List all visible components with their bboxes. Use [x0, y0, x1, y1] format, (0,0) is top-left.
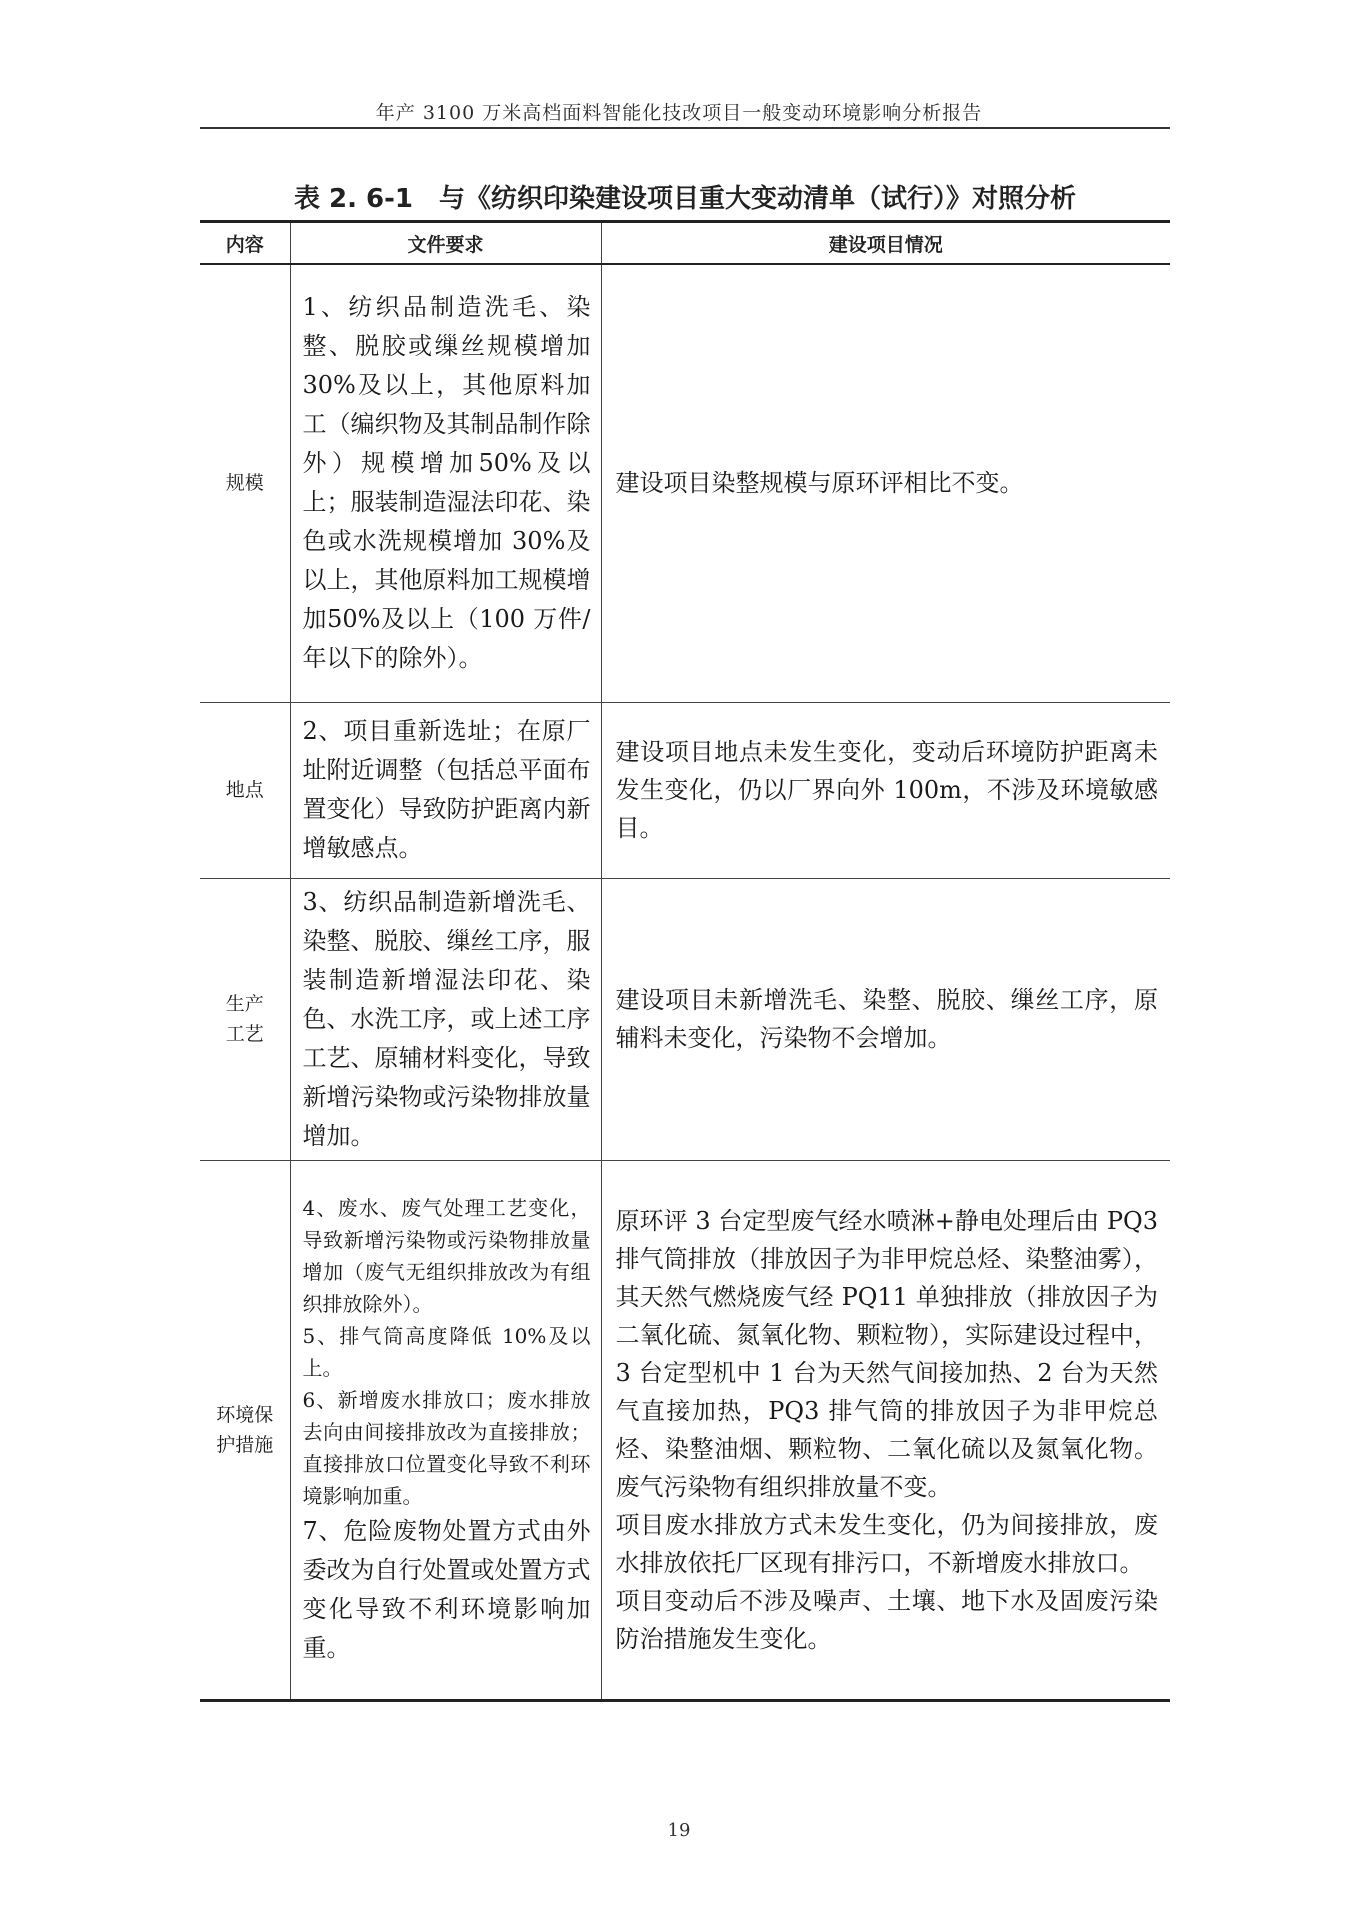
table-row-process [200, 878, 1170, 1160]
header-divider [200, 127, 1170, 129]
row-label-location: 地点 [200, 702, 290, 878]
requirement-text: 1、纺织品制造洗毛、染整、脱胶或缫丝规模增加30%及以上，其他原料加工（编织物及其制品制作除外）规模增加50%及以上；服装制造湿法印花、染色或水洗规模增加 30%及以上，其他原料加工规模增加50%及以上（100 万件/年以下的除外）。 [302, 293, 591, 673]
requirement-text: 2、项目重新选址；在原厂址附近调整（包括总平面布置变化）导致防护距离内新增敏感点。 [302, 717, 591, 862]
requirement-cell-location [290, 702, 601, 878]
status-cell-process [601, 878, 1170, 1160]
column-header-requirement: 文件要求 [290, 222, 601, 265]
status-text: 建设项目未新增洗毛、染整、脱胶、缫丝工序，原辅料未变化，污染物不会增加。 [615, 986, 1158, 1052]
row-label-line: 生产 [225, 993, 264, 1015]
comparison-table [200, 220, 1170, 1702]
requirement-item-6: 6、新增废水排放口；废水排放去向由间接排放改为直接排放；直接排放口位置变化导致不利环境影响加重。 [302, 1387, 591, 1508]
status-paragraph-wastewater: 项目废水排放方式未发生变化，仍为间接排放，废水排放依托厂区现有排污口，不新增废水排放口。 [615, 1510, 1158, 1577]
requirement-cell-environmental-measures [290, 1160, 601, 1700]
row-label-line: 护措施 [216, 1433, 274, 1456]
requirement-cell-scale [290, 264, 601, 702]
status-text: 建设项目染整规模与原环评相比不变。 [615, 469, 1024, 498]
status-paragraph-exhaust: 原环评 3 台定型废气经水喷淋+静电处理后由 PQ3 排气筒排放（排放因子为非甲烷总烃、染整油雾），其天然气燃烧废气经 PQ11 单独排放（排放因子为二氧化硫、氮氧化物、颗粒物），实际建设过程中，3 台定型机中 1 台为天然气间接加热、2 台为天然气直接加热，PQ3 排气筒的排放因子为非甲烷总烃、染整油烟、颗粒物、二氧化硫以及氮氧化物。废气污染物有组织排放量不变。 [615, 1206, 1158, 1501]
status-cell-environmental-measures [601, 1160, 1170, 1700]
requirement-item-7: 7、危险废物处置方式由外委改为自行处置或处置方式变化导致不利环境影响加重。 [302, 1516, 591, 1662]
column-header-status: 建设项目情况 [601, 222, 1170, 265]
row-label-line: 工艺 [225, 1023, 264, 1045]
requirement-text: 3、纺织品制造新增洗毛、染整、脱胶、缫丝工序，服装制造新增湿法印花、染色、水洗工序，或上述工序工艺、原辅材料变化，导致新增污染物或污染物排放量增加。 [302, 887, 591, 1150]
table-row-location [200, 702, 1170, 878]
table-row-environmental-measures [200, 1160, 1170, 1700]
requirement-item-5: 5、排气筒高度降低 10%及以上。 [302, 1323, 591, 1380]
requirement-item-4: 4、废水、废气处理工艺变化，导致新增污染物或污染物排放量增加（废气无组织排放改为有组织排放除外）。 [302, 1195, 591, 1316]
column-header-content: 内容 [200, 222, 290, 265]
page-number: 19 [667, 1820, 691, 1841]
running-header-title: 年产 3100 万米高档面料智能化技改项目一般变动环境影响分析报告 [375, 102, 983, 124]
status-paragraph-other: 项目变动后不涉及噪声、土壤、地下水及固废污染防治措施发生变化。 [615, 1586, 1158, 1653]
requirement-cell-process [290, 878, 601, 1160]
status-text: 建设项目地点未发生变化，变动后环境防护距离未发生变化，仍以厂界向外 100m，不涉及环境敏感目。 [615, 738, 1158, 842]
row-label-environmental-measures [200, 1160, 290, 1700]
row-label-line: 环境保 [216, 1403, 274, 1426]
table-header-row [200, 222, 1170, 265]
status-cell-location [601, 702, 1170, 878]
table-caption: 表 2. 6-1 与《纺织印染建设项目重大变动清单（试行）》对照分析 [293, 184, 1077, 214]
status-cell-scale [601, 264, 1170, 702]
row-label-scale: 规模 [200, 264, 290, 702]
table-row-scale [200, 264, 1170, 702]
row-label-process [200, 878, 290, 1160]
